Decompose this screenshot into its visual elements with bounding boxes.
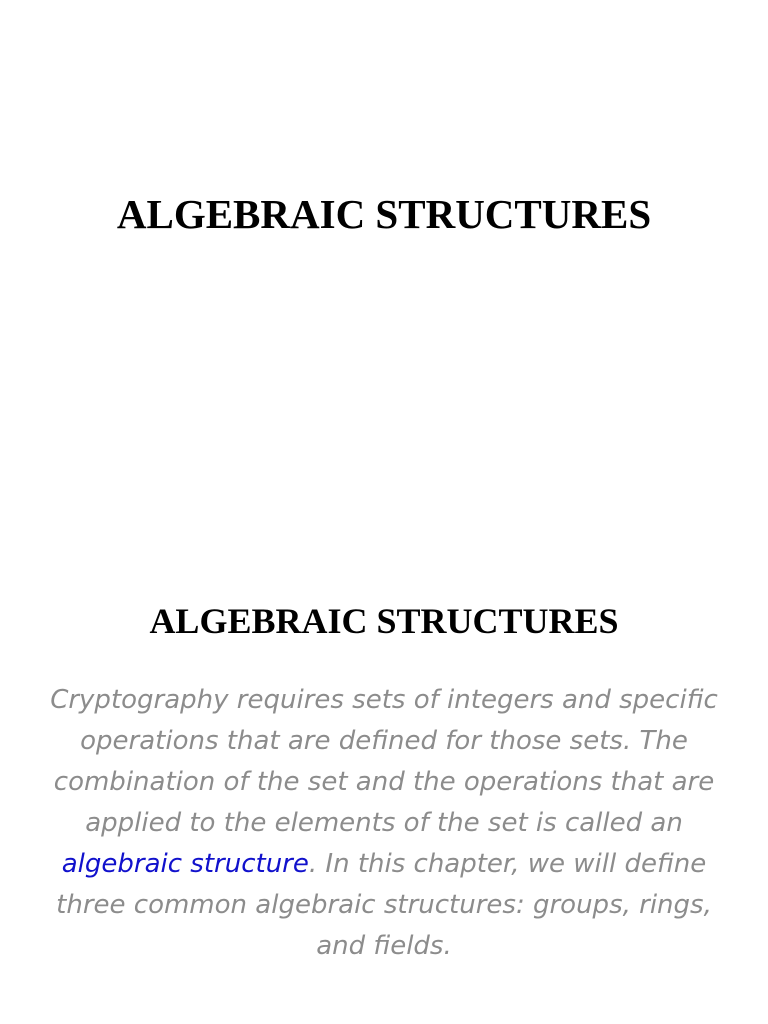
slide-2 — [0, 512, 768, 1024]
paragraph-text-before: Cryptography requires sets of integers and specific operations that are defined for those sets. The combination of the set and the operations that are applied to the elements of the set is called an — [50, 685, 718, 838]
slide-2-paragraph — [40, 680, 728, 967]
paragraph-text-after: . In this chapter, we will define three common algebraic structures: groups, rings, and fields. — [56, 849, 712, 961]
highlighted-term: algebraic structure — [61, 849, 309, 879]
slide-1-title: ALGEBRAIC STRUCTURES — [116, 191, 652, 237]
slide-2-title: ALGEBRAIC STRUCTURES — [149, 601, 619, 641]
